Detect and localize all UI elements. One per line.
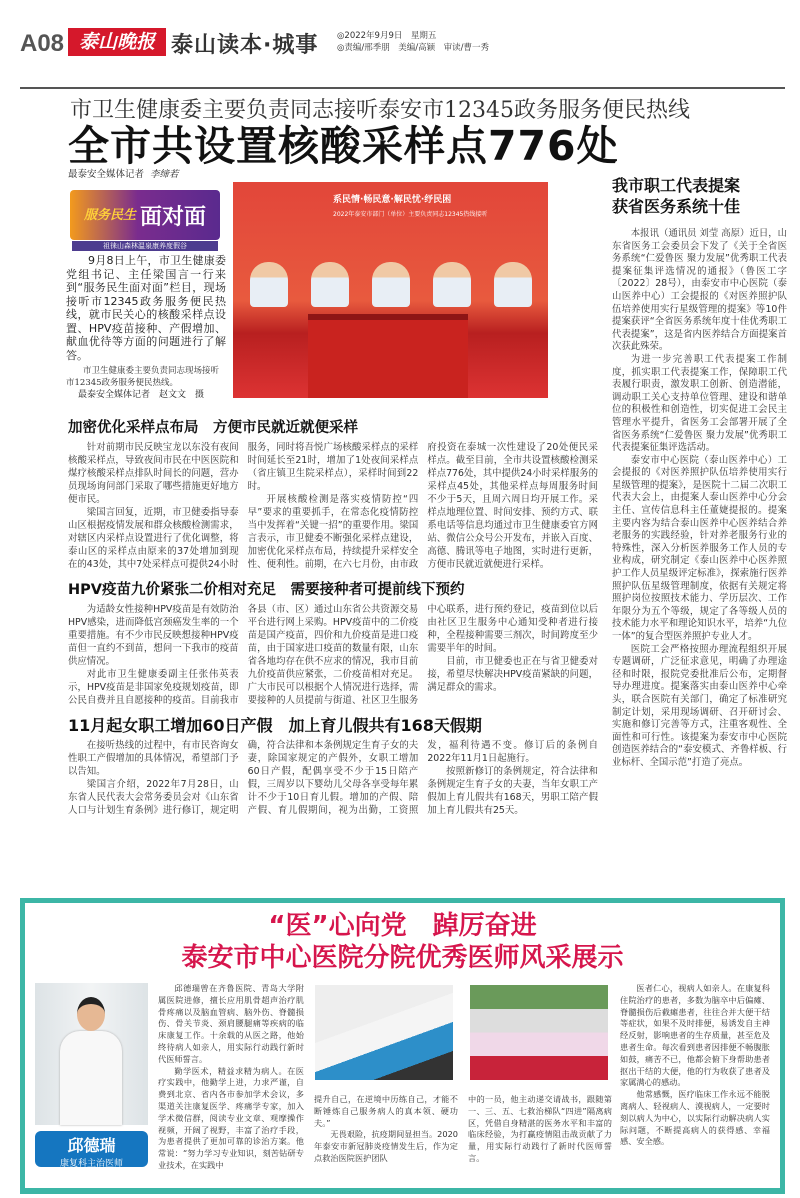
main-articles	[68, 418, 598, 826]
hotline-photo	[233, 182, 548, 398]
page-number: A08	[20, 30, 65, 57]
issue-date: ◎2022年9月9日 星期五	[337, 31, 437, 41]
s3-heading: 11月起女职工增加60日产假 加上育儿假共有168天假期	[68, 716, 482, 735]
doctor-name: 邱德瑞	[67, 1136, 116, 1155]
paragraph: 医院工会严格按照办理流程组织开展专题调研，广泛征求意见，明确了办理途径和时限，报院党委批准后公布，定期督导办理进度。提案落实由泰山医养中心牵头，联合医院有关部门，确定了标准研究制定计划，采用现场调研、召开研讨会、实施和修订完善等方式，注重客观性、全面性和可行性。该提案为泰安市中心医院创造医养结合的“泰安模式、齐鲁样板、行业标杆、全国示范”打造了亮点。	[612, 643, 787, 768]
paragraph: 提升自己，在逆境中历练自己，才能不断锤炼自己服务病人的真本领、硬功夫。”	[314, 1094, 458, 1128]
doctor-portrait	[35, 983, 148, 1125]
paragraph: 梁国言回复，近期，市卫健委指导泰山区根据疫情发展和群众核酸检测需求，对辖区内采样点设置进行了优化调整，将泰山区的采样点由原来的37处增加到现在的43处，其中7处采样点可提供24小时服务，同时将吾悦广场核酸采样点的采样时间延长至21时，增加了1处夜间采样点（省庄镇卫生院采样点），采样时间到22时。	[68, 442, 419, 570]
s1-heading: 加密优化采样点布局 方便市民就近就便采样	[68, 420, 358, 436]
stage-banner	[273, 192, 523, 262]
column-logo	[70, 190, 220, 240]
feature-col-4	[620, 983, 770, 1148]
lead-intro: 9月8日上午，市卫生健康委党组书记、主任梁国言一行来到“服务民生面对面”栏目，现场接听市12345政务服务便民热线，就市民关心的核酸采样点设置、HPV疫苗接种、产假增加、献血优待等方面的问题进行了解答。	[66, 254, 226, 362]
photo-caption: 市卫生健康委主要负责同志现场接听市12345政务服务便民热线。	[66, 366, 220, 388]
doctor-title: 康复科主治医师	[59, 1159, 123, 1169]
paragraph: 泰安市中心医院（泰山医养中心）工会提报的《对医养照护队伍培养使用实行星级管理的提案》，是医院十二届二次职工代表大会上，由提案人泰山医养中心分会主任、宣传信息科主任董婕提报的。提案主要内容为结合泰山医养中心医养结合养老服务的实践经验，针对养老服务行业的特殊性，深入分析医养服务工作人员的专业构成，研究制定《泰山医养中心医养照护工作人员星级评定标准》，探索施行医养照护队伍星级管理制度，依据有关规定将照护岗位按照技术能力、学历层次、工作年限分为五个等级，规定了各等级人员的技术能力水平和理论知识水平，培养“九位一体”的复合型医养照护专业人才。	[612, 454, 787, 642]
feature-title-1: “医”心向党 踔厉奋进	[268, 911, 537, 941]
lead-byline	[68, 166, 179, 180]
right-headline-1: 我市职工代表提案	[612, 176, 741, 195]
paragraph: 本报讯（通讯员 刘莹 高原）近日，山东省医务工会委员会下发了《关于全省医务系统“仁爱鲁医 聚力发展”优秀职工代表提案征集评选情况的通报》（鲁医工字〔2022〕28号），由泰安市中心医院（泰山医养中心）工会提报的《对医养照护队伍培养使用实行星级管理的提案》等10件提案获评“全省医务系统年度十佳优秀职工代表提案”，这是省内医养结合方面提案首次获此殊荣。	[612, 228, 787, 353]
column-logo-b: 面对面	[140, 204, 207, 230]
lead-subtitle: 市卫生健康委主要负责同志接听泰安市12345政务服务便民热线	[70, 98, 690, 123]
paragraph: 针对前期市民反映宝龙以东没有夜间核酸采样点，导致夜间市民在中医医院和煤疗核酸采样点排队时间长的问题，营办员现场询问部门采取了哪些措施更好地方便市民。	[68, 442, 239, 505]
paragraph: 中的一员，他主动递交请战书，跟随第一、三、五、七救治梯队“四进”隔离病区，凭借自身精湛的医务水平和丰富的临床经验，为打赢疫情阻击战贡献了力量，用实际行动践行了新时代医师誓言。	[468, 1094, 612, 1163]
paragraph: 目前，市卫健委也正在与省卫健委对接，希望尽快解决HPV疫苗紧缺的问题，满足群众的需求。	[427, 656, 598, 693]
right-headline-2: 获省医务系统十佳	[612, 197, 741, 216]
doctor-treatment-photo	[315, 985, 453, 1080]
issue-meta	[337, 30, 489, 54]
newspaper-logo: 泰山晚报	[68, 28, 166, 56]
s3-body	[68, 739, 598, 817]
banner-slogan: 系民情·畅民意·解民忧·纾民困	[333, 195, 452, 205]
paragraph: 勤学医术，精益求精为病人。在医疗实践中，他勤学上进，力求严谨，自费到北京、省内各市参加学术会议，多渠道关注康复医学、疼痛学专家，加入学术微信群，阅读专业文章、观摩操作视频，开阔了视野，丰富了治疗手段，为患者提供了更加可靠的诊治方案。他常说：“努力学习专业知识，刻苦钻研专业技术，在实践中	[158, 1065, 304, 1170]
s2-body	[68, 603, 598, 707]
feature-col-2	[314, 1094, 458, 1165]
free-clinic-photo	[470, 985, 608, 1080]
paragraph: 开展核酸检测是落实疫情防控“四早”要求的重要抓手，在常态化疫情防控当中发挥着“关键一招”的重要作用。梁国言表示，市卫健委不断强化采样点建设，加密优化采样点布局，持续提升采样安全性、便利性。前期，在六七月份，由市政府投资在泰城一次性建设了20处便民采样点。截至目前，全市共设置核酸检测采样点776处，其中提供24小时采样服务的采样点45处，其他采样点每周服务时间不少于5天，且周六周日均开展工作。采样点地理位置、时间安排、预约方式、联系电话等信息均通过市卫生健康委官方网站、微信公众号公开发布，并嵌入百度、高德、腾讯等电子地图，实时进行更新，方便市民就近就便进行采样。	[247, 442, 598, 570]
header-divider	[20, 87, 785, 89]
podium	[308, 314, 468, 398]
editors: ◎责编/邢季朋 美编/高颖 审读/曹一秀	[337, 43, 490, 53]
lead-headline: 全市共设置核酸采样点776处	[68, 122, 619, 170]
section-name: 泰山读本·城事	[171, 33, 319, 58]
paragraph: 为适龄女性接种HPV疫苗是有效防治HPV感染，进而降低宫颈癌发生率的一个重要措施。有不少市民反映想接种HPV疫苗但一直约不到苗，想问一下我市的疫苗供应情况。	[68, 604, 239, 667]
paragraph: 医者仁心，视病人如亲人。在康复科住院治疗的患者，多数为脑卒中后偏瘫、脊髓损伤后截瘫患者，往往合并大便干结等症状，如果不及时排便，易诱发自主神经反射，影响患者的生存质量，甚至危及患者生命。每次看到患者因排便不畅腹胀如鼓，痛苦不已，他都会俯下身帮助患者抠出干结的大便，他的行为收获了患者及家属满心的感动。	[620, 983, 770, 1088]
right-body	[612, 228, 787, 770]
doctor-name-badge	[35, 1131, 148, 1167]
sponsor-strip: 祖徕山森林温泉康养度假谷	[72, 241, 218, 251]
paragraph: 对此市卫生健康委副主任张伟英表示，HPV疫苗是非国家免疫规划疫苗，即公民自费并且自愿接种的疫苗。目前我市各县（市、区）通过山东省公共资源交易平台进行网上采购。HPV疫苗中的二价疫苗是国产疫苗，四价和九价疫苗是进口疫苗，由于国家进口疫苗的数量有限，山东省各地均存在供不应求的情况，我市目前九价疫苗供应紧张，二价疫苗相对充足。广大市民可以根据个人情况进行选择，需要接种的人员提前与街道、社区卫生服务中心联系，进行预约登记，疫苗到位以后由社区卫生服务中心通知受种者进行接种，全程接种需要三剂次，时间跨度至少需要半年的时间。	[68, 604, 598, 706]
officials	[238, 262, 543, 307]
paragraph: 梁国言介绍，2022年7月28日，山东省人民代表大会常务委员会对《山东省人口与计划生育条例》进行修订，规定明确，符合法律和本条例规定生育子女的夫妻，除国家规定的产假外，女职工增加60日产假，配偶享受不少于15日陪产假，三周岁以下婴幼儿父母各享受每年累计不少于10日育儿假。增加的产假、陪产假、育儿假期间，视为出勤，工资照发，福利待遇不变。修订后的条例自2022年11月1日起施行。	[68, 740, 598, 816]
byline-name: 李缔若	[150, 169, 179, 180]
photo-credit: 最泰安全媒体记者 赵文文 摄	[78, 390, 205, 400]
feature-col-3	[468, 1094, 612, 1165]
paragraph: 无畏艰险，抗疫期间显担当。2020年泰安市新冠肺炎疫情发生后，作为定点救治医院医护团队	[314, 1129, 458, 1163]
lead-intro-block	[66, 254, 226, 401]
feature-title-2: 泰安市中心医院分院优秀医师风采展示	[181, 943, 624, 973]
right-headline	[612, 175, 792, 217]
paragraph: 他常感慨，医疗临床工作永远不能脱离病人、轻视病人、漠视病人，一定要时刻以病人为中心，以实际行动解决病人实际问题，不断提高病人的获得感、幸福感、安全感。	[620, 1089, 770, 1147]
column-logo-a: 服务民生	[83, 207, 136, 223]
s2-heading: HPV疫苗九价紧张二价相对充足 需要接种者可提前线下预约	[68, 582, 465, 598]
banner-subtitle: 2022年泰安市部门（单位）主要负责同志12345热线接听	[333, 211, 488, 218]
byline-label: 最泰安全媒体记者	[68, 169, 145, 180]
s1-body	[68, 441, 598, 571]
paragraph: 按照新修订的条例规定，符合法律和条例规定生育子女的夫妻，当年女职工产假加上育儿假共有168天，男职工陪产假加上育儿假共有25天。	[427, 766, 598, 816]
paragraph: 在接听热线的过程中，有市民咨询女性职工产假增加的具体情况，希望部门予以告知。	[68, 740, 239, 777]
paragraph: 为进一步完善职工代表提案工作制度，抓实职工代表提案工作，保障职工代表履行职责，激发职工创新、创造潜能，调动职工关心支持单位管理、建设和谐单位的积极性和创造性，切实促进工会民主管理水平提升，省医务工会部署开展了全省医务系统“仁爱鲁医 聚力发展”优秀职工代表提案征集评选活动。	[612, 353, 787, 454]
feature-col-1	[158, 983, 304, 1172]
paragraph: 邱德瑞曾在齐鲁医院、青岛大学附属医院进修，擅长应用肌骨超声治疗肌骨疼痛以及脑血管病、脑外伤、脊髓损伤、骨关节炎、颈肩腰腿痛等疾病的临床康复工作。十余载的从医之路，他始终待病人如亲人，用实际行动践行新时代医师誓言。	[158, 983, 304, 1064]
